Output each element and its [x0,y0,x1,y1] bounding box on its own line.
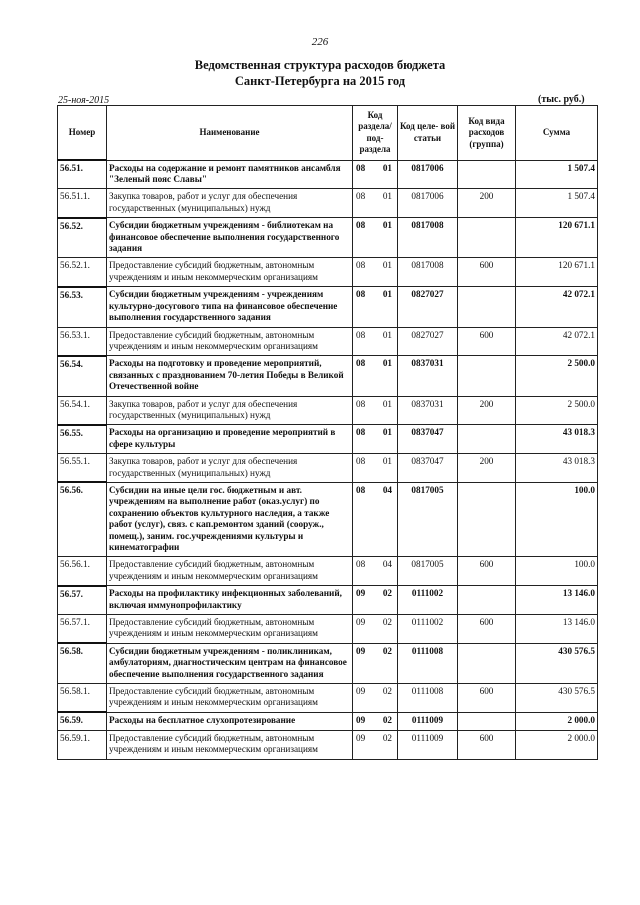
row-subsection: 02 [382,714,392,725]
row-name: Закупка товаров, работ и услуг для обеспечения государственных (муниципальных) нужд [107,396,353,425]
row-number: 56.52.1. [58,258,107,287]
row-article: 0817006 [398,160,458,189]
row-name: Субсидии бюджетным учреждениям - поликлиникам, амбулаториям, диагностическим центрам на финансовое обеспечение выполнения государственного задания [107,643,353,683]
table-row [58,287,598,327]
row-number: 56.54. [58,356,107,396]
row-number: 56.55.1. [58,454,107,483]
row-amount: 2 500.0 [516,356,598,396]
row-expense-type [458,160,516,189]
header-amount: Сумма [516,106,598,161]
row-section-code [353,160,398,189]
row-article: 0837047 [398,425,458,454]
row-name: Субсидии бюджетным учреждениям - библиотекам на финансовое обеспечение выполнения государственного задания [107,218,353,258]
row-expense-type: 600 [458,258,516,287]
row-name: Расходы на подготовку и проведение мероприятий, связанных с празднованием 70-летия Победы в Великой Отечественной войне [107,356,353,396]
row-section: 08 [356,289,366,300]
row-subsection: 02 [382,732,392,743]
row-section-code [353,287,398,327]
row-subsection: 01 [382,260,392,271]
row-expense-type [458,712,516,730]
row-section-code [353,712,398,730]
row-name: Расходы на содержание и ремонт памятников ансамбля "Зеленый пояс Славы" [107,160,353,189]
header-article: Код целе- вой статьи [398,106,458,161]
row-section: 08 [356,162,366,173]
row-section: 08 [356,456,366,467]
row-section-code [353,730,398,759]
row-article: 0817006 [398,189,458,218]
row-section: 08 [356,260,366,271]
table-row [58,684,598,713]
row-amount: 100.0 [516,557,598,586]
row-name: Закупка товаров, работ и услуг для обеспечения государственных (муниципальных) нужд [107,189,353,218]
row-amount: 2 500.0 [516,396,598,425]
row-article: 0111008 [398,684,458,713]
row-section: 08 [356,398,366,409]
row-section-code [353,557,398,586]
row-section-code [353,482,398,556]
row-article: 0817005 [398,482,458,556]
row-number: 56.53.1. [58,327,107,356]
header-number: Номер [58,106,107,161]
row-expense-type [458,218,516,258]
row-section-code [353,396,398,425]
row-section-code [353,356,398,396]
report-date: 25-ноя-2015 [58,95,110,106]
row-name: Закупка товаров, работ и услуг для обеспечения государственных (муниципальных) нужд [107,454,353,483]
row-number: 56.58. [58,643,107,683]
table-row [58,189,598,218]
row-name: Расходы на профилактику инфекционных заболеваний, включая иммунопрофилактику [107,586,353,615]
row-subsection: 01 [382,358,392,369]
row-number: 56.51. [58,160,107,189]
row-section: 09 [356,645,366,656]
table-row [58,454,598,483]
row-expense-type: 600 [458,615,516,644]
row-article: 0837031 [398,356,458,396]
row-article: 0817005 [398,557,458,586]
row-name: Субсидии бюджетным учреждениям - учреждениям культурно-досугового типа на финансовое обеспечение выполнения государственного задания [107,287,353,327]
row-section-code [353,643,398,683]
row-subsection: 01 [382,220,392,231]
row-subsection: 02 [382,617,392,628]
row-article: 0827027 [398,287,458,327]
row-number: 56.51.1. [58,189,107,218]
row-name: Предоставление субсидий бюджетным, автономным учреждениям и иным некоммерческим организациям [107,730,353,759]
header-expense-type: Код вида расходов (группа) [458,106,516,161]
row-name: Предоставление субсидий бюджетным, автономным учреждениям и иным некоммерческим организациям [107,258,353,287]
row-subsection: 01 [382,162,392,173]
row-expense-type: 200 [458,396,516,425]
row-article: 0817008 [398,258,458,287]
row-section-code [353,454,398,483]
row-article: 0837047 [398,454,458,483]
table-row [58,615,598,644]
row-number: 56.57. [58,586,107,615]
row-amount: 43 018.3 [516,454,598,483]
row-number: 56.59. [58,712,107,730]
table-row [58,258,598,287]
title-line-1: Ведомственная структура расходов бюджета [194,58,446,72]
row-section: 08 [356,427,366,438]
row-article: 0827027 [398,327,458,356]
row-article: 0111002 [398,615,458,644]
header-name: Наименование [107,106,353,161]
row-expense-type: 600 [458,730,516,759]
row-number: 56.54.1. [58,396,107,425]
row-expense-type [458,425,516,454]
units-label: (тыс. руб.) [538,94,585,105]
row-article: 0837031 [398,396,458,425]
row-section: 08 [356,559,366,570]
header-section: Код раздела/ под- раздела [353,106,398,161]
row-name: Предоставление субсидий бюджетным, автономным учреждениям и иным некоммерческим организациям [107,557,353,586]
row-amount: 42 072.1 [516,327,598,356]
page-number: 226 [311,36,329,48]
row-expense-type: 200 [458,454,516,483]
row-section: 09 [356,732,366,743]
row-name: Расходы на бесплатное слухопротезирование [107,712,353,730]
table-row [58,327,598,356]
row-amount: 42 072.1 [516,287,598,327]
table-row [58,586,598,615]
row-amount: 43 018.3 [516,425,598,454]
row-subsection: 01 [382,427,392,438]
row-section-code [353,258,398,287]
row-amount: 2 000.0 [516,712,598,730]
row-subsection: 02 [382,588,392,599]
row-section: 09 [356,588,366,599]
row-section: 09 [356,714,366,725]
row-subsection: 02 [382,645,392,656]
table-row [58,557,598,586]
row-amount: 430 576.5 [516,643,598,683]
row-number: 56.56. [58,482,107,556]
row-section-code [353,615,398,644]
row-expense-type: 600 [458,327,516,356]
table-row [58,730,598,759]
row-expense-type [458,287,516,327]
row-amount: 100.0 [516,482,598,556]
row-section-code [353,189,398,218]
row-article: 0111002 [398,586,458,615]
row-expense-type: 600 [458,684,516,713]
budget-table [57,105,598,760]
row-article: 0817008 [398,218,458,258]
row-section-code [353,218,398,258]
row-name: Расходы на организацию и проведение мероприятий в сфере культуры [107,425,353,454]
table-row [58,356,598,396]
row-section: 08 [356,191,366,202]
row-name: Предоставление субсидий бюджетным, автономным учреждениям и иным некоммерческим организациям [107,684,353,713]
row-expense-type: 200 [458,189,516,218]
row-subsection: 04 [382,559,392,570]
row-name: Предоставление субсидий бюджетным, автономным учреждениям и иным некоммерческим организациям [107,615,353,644]
row-expense-type [458,482,516,556]
row-number: 56.57.1. [58,615,107,644]
row-section-code [353,586,398,615]
row-number: 56.55. [58,425,107,454]
table-row [58,218,598,258]
row-expense-type [458,356,516,396]
row-expense-type [458,643,516,683]
row-number: 56.52. [58,218,107,258]
document-title [0,57,640,89]
table-header-row [58,106,598,161]
row-amount: 1 507.4 [516,160,598,189]
row-amount: 13 146.0 [516,586,598,615]
row-amount: 120 671.1 [516,258,598,287]
table-row [58,643,598,683]
row-subsection: 02 [382,686,392,697]
row-amount: 430 576.5 [516,684,598,713]
row-name: Субсидии на иные цели гос. бюджетным и авт. учреждениям на выполнение работ (оказ.услуг) по сохранению объектов культурного наследия, а также работ (услуг), связ. с кап.ремонтом зданий (сооруж., помещ.), заним. гос.учреждениями культуры и кинематографии [107,482,353,556]
row-amount: 2 000.0 [516,730,598,759]
row-subsection: 01 [382,329,392,340]
row-section: 08 [356,220,366,231]
row-subsection: 01 [382,456,392,467]
row-section: 08 [356,358,366,369]
row-section: 08 [356,484,366,495]
row-amount: 13 146.0 [516,615,598,644]
row-number: 56.53. [58,287,107,327]
row-name: Предоставление субсидий бюджетным, автономным учреждениям и иным некоммерческим организациям [107,327,353,356]
row-amount: 120 671.1 [516,218,598,258]
row-section-code [353,327,398,356]
row-section: 09 [356,686,366,697]
row-subsection: 01 [382,191,392,202]
table-row [58,425,598,454]
table-row [58,160,598,189]
row-number: 56.58.1. [58,684,107,713]
row-subsection: 01 [382,289,392,300]
row-section-code [353,684,398,713]
row-amount: 1 507.4 [516,189,598,218]
row-expense-type: 600 [458,557,516,586]
row-article: 0111009 [398,712,458,730]
row-subsection: 04 [382,484,392,495]
table-row [58,482,598,556]
row-number: 56.56.1. [58,557,107,586]
table-row [58,396,598,425]
row-section: 08 [356,329,366,340]
row-subsection: 01 [382,398,392,409]
row-article: 0111008 [398,643,458,683]
title-line-2: Санкт-Петербурга на 2015 год [234,74,406,88]
row-section-code [353,425,398,454]
row-section: 09 [356,617,366,628]
table-row [58,712,598,730]
row-number: 56.59.1. [58,730,107,759]
row-article: 0111009 [398,730,458,759]
row-expense-type [458,586,516,615]
